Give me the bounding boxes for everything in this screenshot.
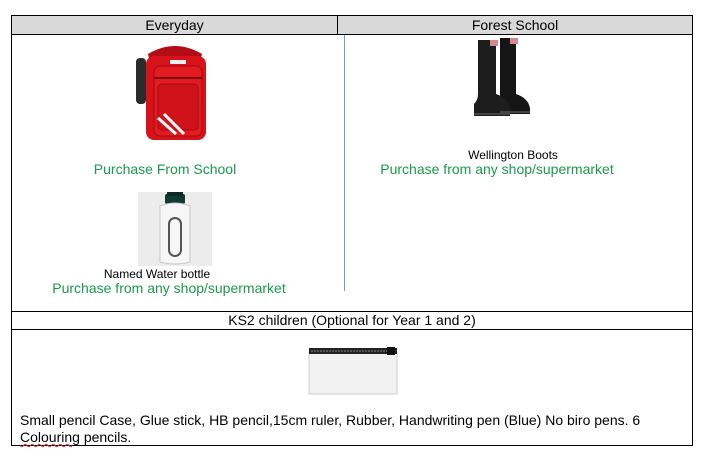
water-bottle-icon [138,192,212,266]
ks2-header-bottom-rule [12,329,692,330]
bag-purchase-note: Purchase From School [93,161,237,177]
header-forest-school: Forest School [338,16,692,34]
header-everyday: Everyday [12,16,337,34]
ks2-text-colouring: Colouring [20,429,80,445]
equipment-table [11,15,693,446]
ks2-text-end: pencils. [79,429,132,445]
header-bottom-rule [12,34,692,35]
wellington-boots-icon [470,34,540,120]
bottle-caption: Named Water bottle [103,267,211,281]
boots-purchase-note: Purchase from any shop/supermarket [380,161,614,177]
boots-caption: Wellington Boots [468,148,558,162]
header-divider [337,16,338,34]
ks2-text-main: Small pencil Case, Glue stick, HB pencil,15cm ruler, Rubber, Handwriting pen (Blue) No biro pens. 6 [20,412,641,428]
ks2-header: KS2 children (Optional for Year 1 and 2) [228,312,476,328]
bottle-purchase-note: Purchase from any shop/supermarket [52,280,286,296]
pencil-case-icon [307,346,399,396]
school-bag-icon [130,40,220,142]
ks2-equipment-list [20,412,680,446]
